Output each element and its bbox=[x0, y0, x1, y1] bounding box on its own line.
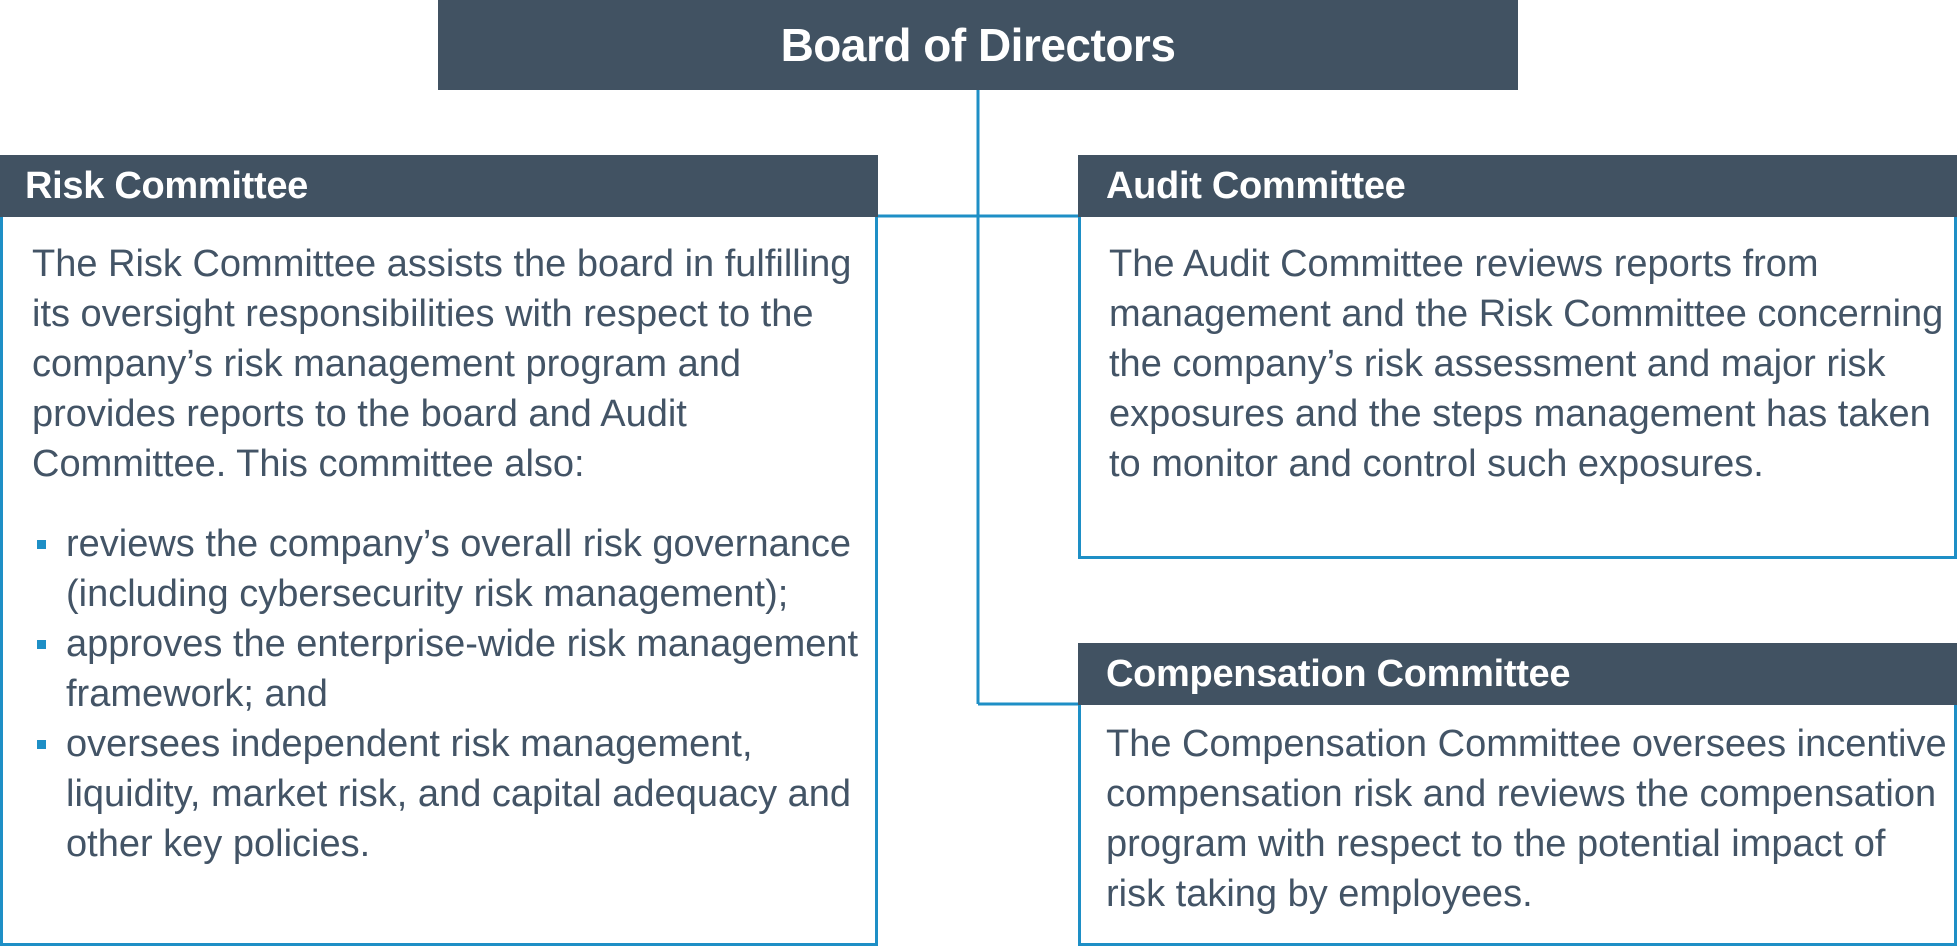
compensation-committee-body bbox=[1078, 705, 1957, 946]
bullet-text: reviews the company’s overall risk governance (including cybersecurity risk management); bbox=[66, 523, 851, 615]
risk-committee-description: The Risk Committee assists the board in fulfilling its oversight responsibilities with respect to the company’s risk management program and provides reports to the board and Audit Committee. This committee also: bbox=[32, 243, 852, 485]
risk-committee-title: Risk Committee bbox=[25, 164, 308, 207]
audit-committee-panel bbox=[1078, 155, 1957, 559]
bullet-square-icon bbox=[37, 540, 46, 549]
compensation-committee-panel bbox=[1078, 643, 1957, 946]
audit-committee-description: The Audit Committee reviews reports from management and the Risk Committee concerning the company’s risk assessment and major risk exposures and the steps management has taken to monitor and control such exposures. bbox=[1109, 243, 1944, 485]
bullet-text: approves the enterprise-wide risk management framework; and bbox=[66, 623, 859, 715]
bullet-text: oversees independent risk management, liquidity, market risk, and capital adequacy and other key policies. bbox=[66, 723, 852, 865]
list-item bbox=[32, 519, 863, 619]
board-title: Board of Directors bbox=[780, 19, 1176, 71]
audit-committee-header bbox=[1078, 155, 1957, 217]
risk-committee-body bbox=[0, 217, 878, 946]
board-of-directors-box bbox=[438, 0, 1518, 90]
list-item bbox=[32, 619, 863, 719]
risk-committee-panel bbox=[0, 155, 878, 946]
list-item bbox=[32, 719, 863, 869]
audit-committee-title: Audit Committee bbox=[1106, 164, 1406, 207]
risk-committee-bullet-list bbox=[32, 519, 863, 869]
audit-committee-body bbox=[1078, 217, 1957, 559]
compensation-committee-title: Compensation Committee bbox=[1106, 652, 1571, 695]
risk-committee-header bbox=[0, 155, 878, 217]
compensation-committee-header bbox=[1078, 643, 1957, 705]
bullet-square-icon bbox=[37, 740, 46, 749]
compensation-committee-description: The Compensation Committee oversees incentive compensation risk and reviews the compensation program with respect to the potential impact of risk taking by employees. bbox=[1106, 723, 1947, 915]
bullet-square-icon bbox=[37, 640, 46, 649]
